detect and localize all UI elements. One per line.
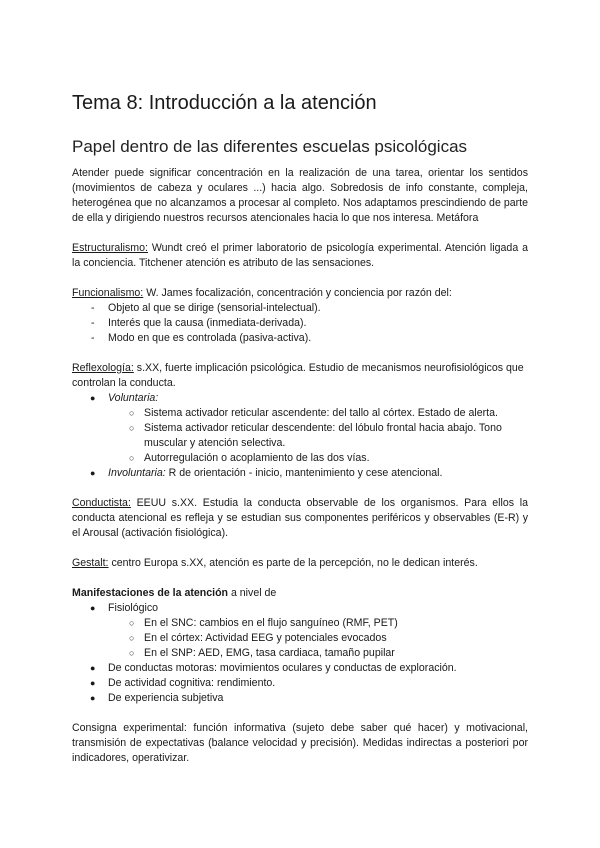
list-item: - Interés que la causa (inmediata-derivada). <box>91 317 307 329</box>
list-item: ○ Sistema activador reticular ascendente: del tallo al córtex. Estado de alerta. <box>129 407 498 419</box>
conductismo-label: Conductista: <box>72 497 131 509</box>
page-title: Tema 8: Introducción a la atención <box>72 92 377 114</box>
list-item: ● De actividad cognitiva: rendimiento. <box>90 677 276 689</box>
gestalt-paragraph <box>72 556 528 571</box>
manifestaciones-paragraph: Manifestaciones de la atención a nivel de <box>72 587 277 599</box>
manifestaciones-label: Manifestaciones de la atención <box>72 587 229 599</box>
section-heading: Papel dentro de las diferentes escuelas psicológicas <box>72 137 468 156</box>
manifestaciones-list <box>72 601 528 706</box>
funcionalismo-list <box>72 301 528 346</box>
funcionalismo-text: W. James focalización, concentración y conciencia por razón del: <box>143 287 452 299</box>
funcionalismo-label: Funcionalismo: <box>72 287 144 299</box>
consigna-paragraph: Consigna experimental: función informativa (sujeto debe saber qué hacer) y motivacional, transmisión de expectativas (balance velocidad y precisión). Medidas indirectas a posteriori por indicadores, operativizar. <box>72 722 528 764</box>
estructuralismo-paragraph <box>72 241 528 271</box>
list-item: ○ En el SNC: cambios en el flujo sanguíneo (RMF, PET) <box>129 617 398 629</box>
funcionalismo-paragraph <box>72 286 528 301</box>
list-item: ○ En el SNP: AED, EMG, tasa cardiaca, tamaño pupilar <box>129 647 395 659</box>
conductismo-text: EEUU s.XX. Estudia la conducta observable de los organismos. Para ellos la conducta atencional es refleja y se estudian sus componentes periféricos y observables (E-R) y el Arousal (activación fisiológica). <box>72 497 528 539</box>
reflexologia-list <box>72 391 528 481</box>
list-item: ○ En el córtex: Actividad EEG y potenciales evocados <box>129 632 387 644</box>
gestalt-label: Gestalt: <box>72 557 109 569</box>
list-item: - Modo en que es controlada (pasiva-activa). <box>91 332 312 344</box>
document-page <box>72 90 528 766</box>
estructuralismo-label: Estructuralismo: <box>72 242 148 254</box>
list-item-fisiologico: ● Fisiológico ○ En el SNC: cambios en el flujo sanguíneo (RMF, PET) ○ En el córtex: Actividad EEG y potenciales evocados ○ En el SNP: AED, EMG, tasa cardiaca, tamaño pupilar <box>72 601 528 661</box>
conductismo-paragraph <box>72 496 528 541</box>
reflexologia-paragraph <box>72 361 528 391</box>
reflexologia-text: s.XX, fuerte implicación psicológica. Estudio de mecanismos neurofisiológicos que controlan la conducta. <box>72 362 524 389</box>
list-item: ● De experiencia subjetiva <box>90 692 224 704</box>
gestalt-text: centro Europa s.XX, atención es parte de la percepción, no le dedican interés. <box>108 557 478 569</box>
list-item: ○ Autorregulación o acoplamiento de las dos vías. <box>129 452 370 464</box>
list-item: - Objeto al que se dirige (sensorial-intelectual). <box>91 302 321 314</box>
estructuralismo-text: Wundt creó el primer laboratorio de psicología experimental. Atención ligada a la conciencia. Titchener atención es atributo de las sensaciones. <box>72 242 528 269</box>
reflexologia-label: Reflexología: <box>72 362 134 374</box>
list-item-voluntaria: ● Voluntaria: ○ Sistema activador reticular ascendente: del tallo al córtex. Estado de alerta. ○ Sistema activador reticular descendente: del lóbulo frontal hacia abajo. Tono muscular y atención selectiva. ○ Autorregulación o acoplamiento de las dos vías. <box>72 391 528 466</box>
list-item: ○ Sistema activador reticular descendente: del lóbulo frontal hacia abajo. Tono muscular y atención selectiva. <box>129 422 502 449</box>
list-item: ● De conductas motoras: movimientos oculares y conductas de exploración. <box>90 662 457 674</box>
list-item-involuntaria: ● Involuntaria: R de orientación - inicio, mantenimiento y cese atencional. <box>90 467 443 479</box>
intro-paragraph: Atender puede significar concentración en la realización de una tarea, orientar los sentidos (movimientos de cabeza y oculares ...) hacia algo. Sobredosis de info constante, compleja, heterogénea que no alcanzamos a procesar al completo. Nos adaptamos prescindiendo de parte de ella y dirigiendo nuestros recursos atencionales hacia lo que nos interesa. Metáfora <box>72 167 528 224</box>
